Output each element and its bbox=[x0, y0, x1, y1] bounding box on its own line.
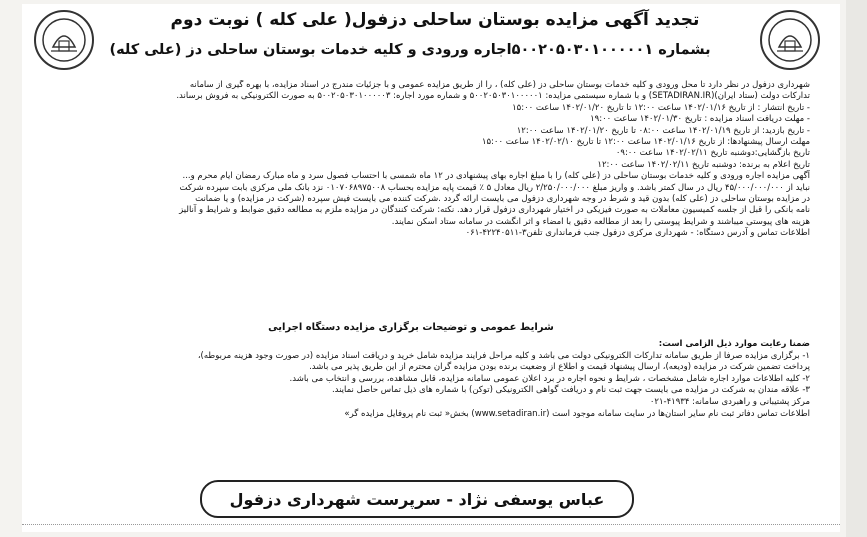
section-title: شرایط عمومی و توضیحات برگزاری مزایده دستگاه اجرایی bbox=[268, 322, 554, 333]
condition-line: پرداخت تضمین شرکت در مزایده (ودیعه)، ارسال پیشنهاد قیمت و اطلاع از وضعیت برنده بودن مزایده گران محترم از این طریق پذیر می باشد. bbox=[309, 362, 810, 373]
body-line: تاریخ بازگشایی:دوشنبه تاریخ ۱۴۰۲/۰۲/۱۱ ساعت ۰۹:۰۰ bbox=[615, 148, 810, 159]
notice-body bbox=[12, 80, 810, 240]
body-line: شهرداری دزفول در نظر دارد تا محل ورودی و کلیه خدمات بوستان ساحلی دز (علی کله) ، را از طریق مزایده عمومی و با جزئیات مندرج در اسناد مزایده، با بهره گیری از سامانه bbox=[189, 80, 810, 90]
body-line: نامه بانکی را قبل از جلسه کمیسیون معاملات به صورت فیزیکی در اختیار شهرداری دزفول قرار دهد. نکته: شرکت کنندگان در مزایده ملزم به مطالعه دقیق ضوابط و شرایط و آنالیز bbox=[179, 205, 810, 216]
condition-line: مرکز پشتیبانی و راهبردی سامانه: ۴۱۹۳۴-۰۲۱ bbox=[649, 396, 810, 407]
body-line: نباید از ۴۵/۰۰۰/۰۰۰/۰۰۰ ریال در سال کمتر باشد. و واریز مبلغ ۲/۲۵۰/۰۰۰/۰۰۰ ریال معادل ۵ ٪ قیمت پایه مزایده بحساب ۰۱۰۷۰۶۸۹۷۵۰۰۸ نزد بانک ملی مرکزی بابت سپرده شرکت bbox=[179, 182, 810, 193]
body-line: - تاریخ انتشار : از تاریخ ۱۴۰۲/۰۱/۱۶ ساعت ۱۲:۰۰ تا تاریخ ۱۴۰۲/۰۱/۲۰ ساعت ۱۵:۰۰ bbox=[512, 102, 810, 113]
body-line: تدارکات دولت (ستاد ایران)(SETADIRAN.IR) و با شماره سیستمی مزایده: ۵۰۰۲۰۵۰۳۰۱۰۰۰۰۰۱ و شماره مورد اجاره: ۵۰۰۲۰۵۰۳۰۱۰۰۰۰۰۳ به صورت الکترونیکی به فروش برساند. bbox=[176, 91, 810, 102]
notice-title: تجدید آگهی مزایده بوستان ساحلی دزفول( علی کله ) نوبت دوم bbox=[170, 10, 700, 30]
body-line: در مزایده بوستان ساحلی دز (علی کله) بدون قید و شرط در وجه شهرداری دزفول می بایست ارائه گردد .شرکت کننده می بایست فیش سپرده (شرکت در مزایده) و یا ضمانت bbox=[195, 194, 810, 205]
condition-line: ۲- کلیه اطلاعات موارد اجاره شامل مشخصات ، شرایط و نحوه اجاره در برد اعلان عمومی سامانه مزایده، قابل مشاهده، بررسی و انتخاب می باشد. bbox=[289, 373, 810, 384]
notice-subtitle: بشماره ۵۰۰۲۰۵۰۳۰۱۰۰۰۰۰۱اجاره ورودی و کلیه خدمات بوستان ساحلی دز (علی کله) bbox=[109, 42, 711, 58]
condition-line: ۳- علاقه مندان به شرکت در مزایده می بایست جهت ثبت نام و دریافت گواهی الکترونیکی (توکن) با شماره های ذیل تماس حاصل نمایند. bbox=[331, 385, 810, 396]
body-line: هزینه های پیوستی میباشند و شرایط پیوستی را بعد از مطالعه دقیق با امضاء و اثر انگشت در سامانه ستاد اسکن نمایند. bbox=[391, 216, 810, 227]
body-line: مهلت ارسال پیشنهادها: از تاریخ ۱۴۰۲/۰۱/۱۶ ساعت ۱۲:۰۰ تا تاریخ ۱۴۰۲/۰۲/۱۰ ساعت ۱۵:۰۰ bbox=[481, 137, 810, 148]
condition-line: ۱- برگزاری مزایده صرفا از طریق سامانه تدارکات الکترونیکی دولت می باشد و کلیه مراحل فرایند مزایده شامل خرید و دریافت اسناد مزایده (در صورت وجود هزینه مربوطه)، bbox=[197, 350, 810, 361]
page-edge-strip bbox=[846, 0, 867, 537]
body-line: آگهی مزایده اجاره ورودی و کلیه خدمات بوستان ساحلی دز (علی کله) را با مبلغ اجاره بهای پیشنهادی در ۱۲ ماه شمسی با احتساب فصول سرد و ماه مبارک رمضان ایام محرم و... bbox=[182, 171, 810, 182]
body-line: اطلاعات تماس و آدرس دستگاه: - شهرداری مرکزی دزفول جنب فرمانداری تلفن۳-۴۲۲۴۰۵۱۱-۰۶۱ bbox=[465, 228, 810, 239]
condition-line: ضمنا رعایت موارد ذیل الزامی است: bbox=[658, 339, 810, 349]
signature-box: عباس یوسفی نژاد - سرپرست شهرداری دزفول bbox=[200, 480, 634, 518]
municipality-logo-icon bbox=[760, 10, 820, 70]
body-line: - مهلت دریافت اسناد مزایده : تاریخ ۱۴۰۲/۰۱/۳۰ ساعت ۱۹:۰۰ bbox=[590, 114, 810, 125]
body-line: - تاریخ بازدید: از تاریخ ۱۴۰۲/۰۱/۱۹ ساعت ۰۸:۰۰ تا تاریخ ۱۴۰۲/۰۱/۲۰ ساعت ۱۲:۰۰ bbox=[516, 125, 810, 136]
condition-line: اطلاعات تماس دفاتر ثبت نام سایر استان‌ها در سایت سامانه موجود است (www.setadiran.ir) بخش« ثبت نام پروفایل مزایده گر» bbox=[344, 408, 810, 419]
bottom-divider bbox=[22, 524, 840, 533]
body-line: تاریخ اعلام به برنده: دوشنبه تاریخ ۱۴۰۲/۰۲/۱۱ ساعت ۱۲:۰۰ bbox=[597, 159, 810, 170]
conditions-body bbox=[12, 339, 810, 420]
